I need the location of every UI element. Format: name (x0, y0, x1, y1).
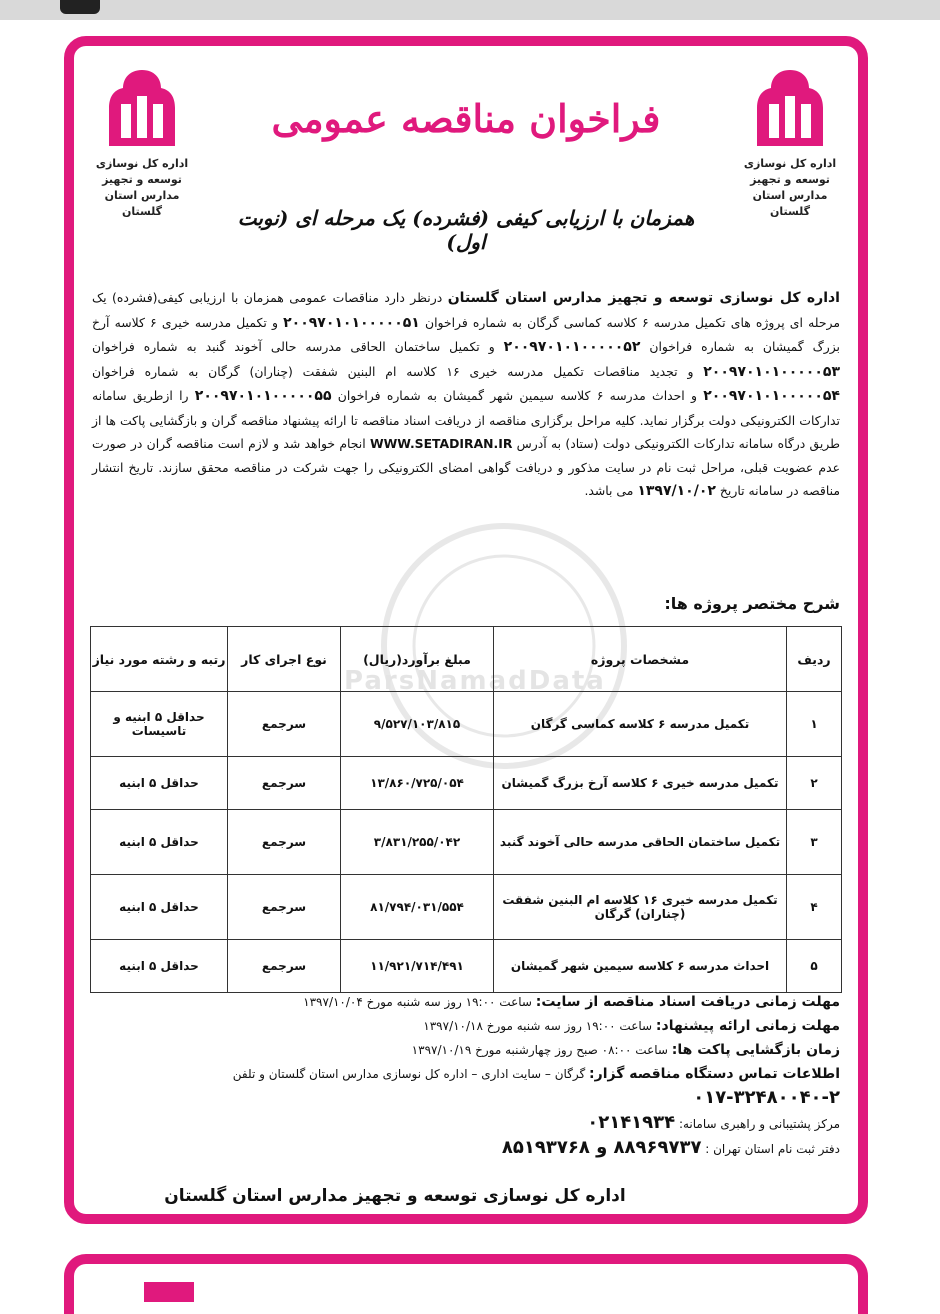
opening-time (92, 1038, 840, 1062)
support-label: مرکز پشتیبانی و راهبری سامانه: (678, 1117, 840, 1131)
call-number-3: ۲۰۰۹۷۰۱۰۱۰۰۰۰۰۵۳ (703, 363, 840, 380)
call-number-4: ۲۰۰۹۷۰۱۰۱۰۰۰۰۰۵۴ (703, 388, 840, 404)
table-row (91, 875, 842, 940)
cell-project: تکمیل ساختمان الحاقی مدرسه حالی آخوند گنبد (494, 810, 787, 875)
watermark-text: ParsNamadData (344, 666, 606, 696)
submit-value: ساعت ۱۹:۰۰ روز سه شنبه مورخ ۱۳۹۷/۱۰/۱۸ (423, 1019, 653, 1033)
page-title: فراخوان مناقصه عمومی (271, 96, 661, 141)
cell-grade: حداقل ۵ ابنیه (91, 875, 228, 940)
header-estimate: مبلغ برآورد(ریال) (341, 627, 494, 692)
body-p2: و تکمیل مدرسه خیری ۶ کلاسه آرخ بزرگ گمیشان به شماره فراخوان (92, 314, 840, 354)
corner-mark (60, 0, 100, 14)
table-row (91, 757, 842, 810)
submit-label: مهلت زمانی ارائه پیشنهاد: (655, 1018, 840, 1034)
header-project: مشخصات پروژه (494, 627, 787, 692)
cell-grade: حداقل ۵ ابنیه و تاسیسات (91, 692, 228, 757)
cell-project: تکمیل مدرسه ۶ کلاسه کماسی گرگان (494, 692, 787, 757)
cell-estimate: ۳/۸۳۱/۲۵۵/۰۴۲ (341, 810, 494, 875)
call-number-5: ۲۰۰۹۷۰۱۰۱۰۰۰۰۰۵۵ (194, 388, 332, 404)
contact-phone: ۰۱۷-۳۲۴۸۰۰۴۰-۲ (693, 1087, 840, 1108)
call-number-1: ۲۰۰۹۷۰۱۰۱۰۰۰۰۰۵۱ (283, 314, 420, 331)
header-row-number: ردیف (787, 627, 842, 692)
publish-date: ۱۳۹۷/۱۰/۰۲ (637, 483, 716, 499)
projects-table (90, 626, 842, 993)
header-execution-type: نوع اجرای کار (228, 627, 341, 692)
contact-phone-line (92, 1086, 840, 1111)
announcement-frame (64, 36, 868, 1224)
cell-execution-type: سرجمع (228, 692, 341, 757)
header-grade: رتبه و رشته مورد نیاز (91, 627, 228, 692)
cell-estimate: ۱۱/۹۲۱/۷۱۴/۴۹۱ (341, 940, 494, 993)
logo-left (82, 66, 202, 220)
section-title: شرح مختصر پروژه ها: (664, 594, 840, 613)
cell-row-number: ۲ (787, 757, 842, 810)
cell-estimate: ۱۳/۸۶۰/۷۲۵/۰۵۴ (341, 757, 494, 810)
open-value: ساعت ۰۸:۰۰ صبح روز چهارشنبه مورخ ۱۳۹۷/۱۰/۱۹ (411, 1043, 668, 1057)
cell-row-number: ۳ (787, 810, 842, 875)
contact-value: گرگان – سایت اداری – اداره کل نوسازی مدارس استان گلستان و تلفن (232, 1067, 586, 1081)
cell-project: تکمیل مدرسه خیری ۶ کلاسه آرخ بزرگ گمیشان (494, 757, 787, 810)
cell-grade: حداقل ۵ ابنیه (91, 810, 228, 875)
cell-row-number: ۵ (787, 940, 842, 993)
cell-execution-type: سرجمع (228, 875, 341, 940)
cell-project: احداث مدرسه ۶ کلاسه سیمین شهر گمیشان (494, 940, 787, 993)
org-name-left: اداره کل نوسازی توسعه و تجهیز مدارس استان گلستان (95, 157, 189, 218)
body-p4: و تجدید مناقصات تکمیل مدرسه خیری ۱۶ کلاسه ام البنین شفقت (چناران) گرگان به شماره فراخوان (92, 363, 694, 379)
cell-estimate: ۹/۵۲۷/۱۰۳/۸۱۵ (341, 692, 494, 757)
logo-right (730, 66, 850, 220)
open-label: زمان بازگشایی پاکت ها: (671, 1042, 840, 1058)
body-p8: می باشد. (584, 483, 634, 498)
page-subtitle: همزمان با ارزیابی کیفی (فشرده) یک مرحله ای (نوبت اول) (237, 206, 695, 254)
table-row (91, 692, 842, 757)
table-header-row (91, 627, 842, 692)
cell-grade: حداقل ۵ ابنیه (91, 940, 228, 993)
org-name-right: اداره کل نوسازی توسعه و تجهیز مدارس استان گلستان (743, 157, 837, 218)
cell-row-number: ۱ (787, 692, 842, 757)
tehran-office-line (92, 1136, 840, 1161)
contact-info (92, 1062, 840, 1086)
table-row (91, 940, 842, 993)
call-number-2: ۲۰۰۹۷۰۱۰۱۰۰۰۰۰۵۲ (503, 339, 641, 355)
cell-execution-type: سرجمع (228, 940, 341, 993)
lead-org: اداره کل نوسازی توسعه و تجهیز مدارس استان گلستان (447, 290, 840, 306)
announcement-body (92, 286, 840, 504)
deadlines-block (92, 990, 840, 1161)
body-p1: درنظر دارد مناقصات عمومی همزمان با ارزیابی کیفی(فشرده) یک مرحله ای پروژه های تکمیل مدرسه ۶ کلاسه کماسی گرگان به شماره فراخوان (92, 290, 840, 330)
support-phone: ۰۲۱۴۱۹۳۴ (587, 1112, 676, 1133)
body-p3: و تکمیل ساختمان الحاقی مدرسه حالی آخوند گنبد به شماره فراخوان (92, 339, 495, 354)
support-line (92, 1111, 840, 1136)
school-emblem-icon (105, 66, 179, 150)
cell-row-number: ۴ (787, 875, 842, 940)
submit-deadline (92, 1014, 840, 1038)
cell-execution-type: سرجمع (228, 757, 341, 810)
contact-label: اطلاعات تماس دستگاه مناقصه گزار: (589, 1066, 840, 1082)
body-p6: را ازطریق سامانه تدارکات الکترونیکی دولت برگزار نماید. کلیه مراحل برگزاری مناقصه از دریافت اسناد مناقصه تا ارائه پیشنهاد مناقصه گران و بازگشایی پاکت ها از طریق درگاه سامانه تدارکات الکترونیکی دولت (ستاد) به آدرس (92, 388, 841, 451)
tehran-label: دفتر ثبت نام استان تهران : (705, 1142, 840, 1156)
receive-deadline (92, 990, 840, 1014)
signature: اداره کل نوسازی توسعه و تجهیز مدارس استان گلستان (164, 1186, 626, 1206)
cell-project: تکمیل مدرسه خیری ۱۶ کلاسه ام البنین شفقت (چناران) گرگان (494, 875, 787, 940)
school-emblem-icon (753, 66, 827, 150)
top-strip (0, 0, 940, 20)
receive-value: ساعت ۱۹:۰۰ روز سه شنبه مورخ ۱۳۹۷/۱۰/۰۴ (303, 995, 532, 1009)
table-row (91, 810, 842, 875)
cell-grade: حداقل ۵ ابنیه (91, 757, 228, 810)
website-link[interactable]: WWW.SETADIRAN.IR (369, 436, 513, 451)
receive-label: مهلت زمانی دریافت اسناد مناقصه از سایت: (535, 994, 840, 1010)
cell-estimate: ۸۱/۷۹۴/۰۳۱/۵۵۴ (341, 875, 494, 940)
next-ad-frame (64, 1254, 868, 1314)
tehran-phone: ۸۸۹۶۹۷۳۷ و ۸۵۱۹۳۷۶۸ (501, 1137, 702, 1158)
body-p5: و احداث مدرسه ۶ کلاسه سیمین شهر گمیشان به شماره فراخوان (337, 388, 697, 403)
body-p7: انجام خواهد شد و لازم است مناقصه گران در صورت عدم عضویت قبلی، مراحل ثبت نام در سایت مذکور و دریافت گواهی امضای الکترونیکی را جهت شرکت در مناقصه محقق سازند. تاریخ انتشار مناقصه در سامانه تاریخ (92, 436, 840, 498)
cell-execution-type: سرجمع (228, 810, 341, 875)
next-ad-mark (144, 1282, 194, 1302)
